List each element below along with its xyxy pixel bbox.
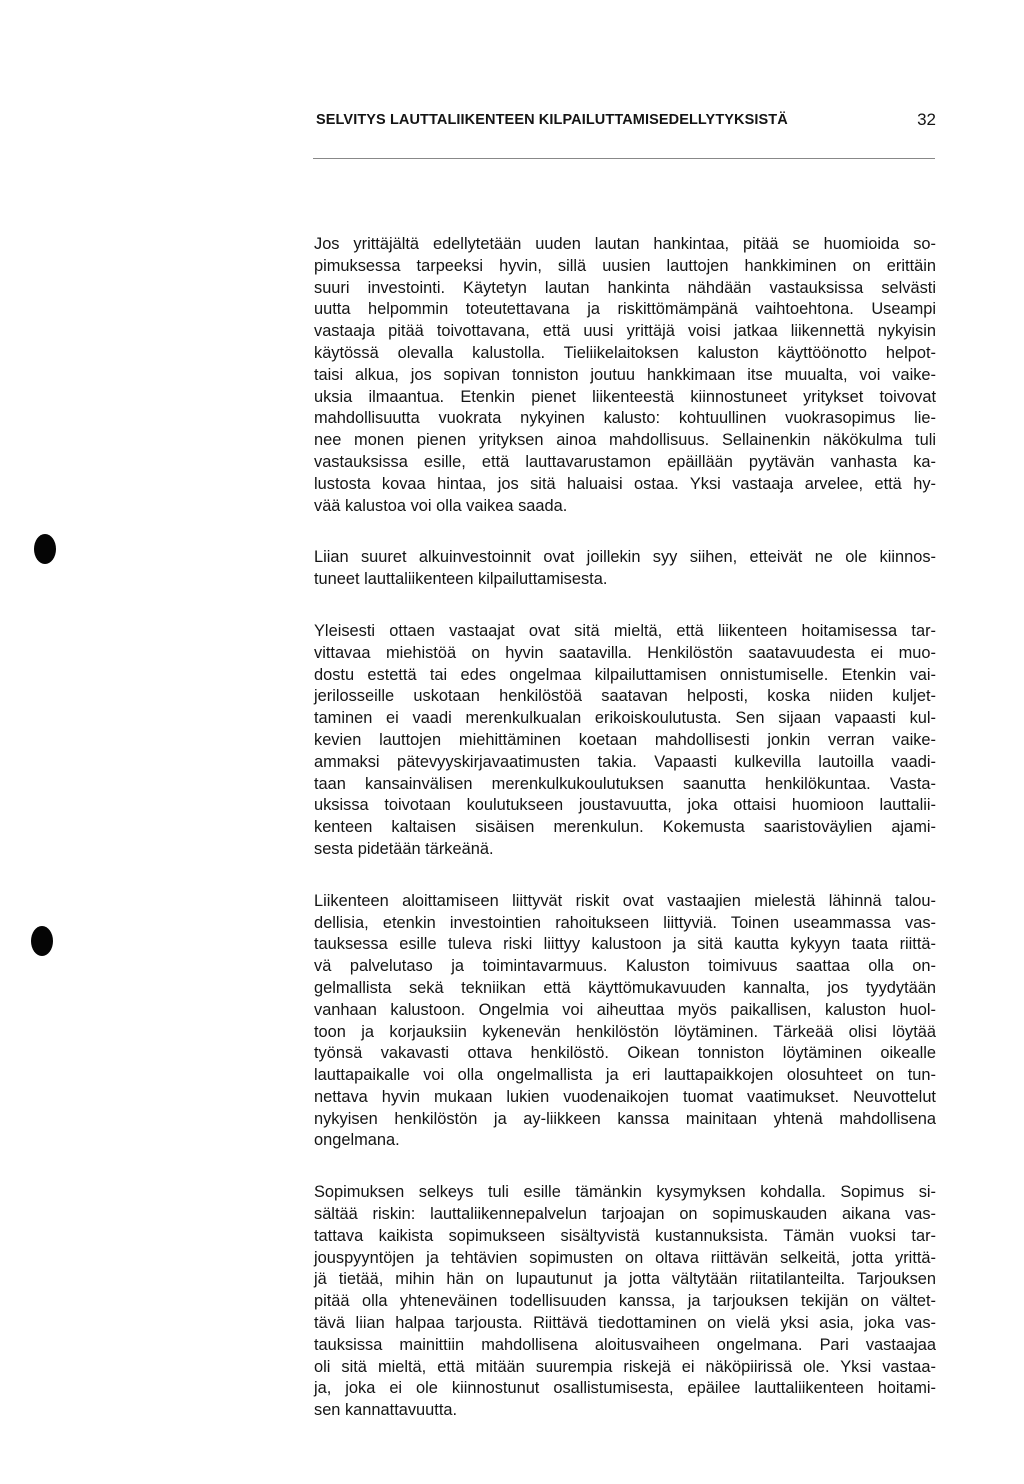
text-line: vastauksissa esille, että lauttavarustamon epäillään pyytävän vanhasta ka- — [314, 452, 936, 471]
text-line: suuri investointi. Käytetyn lautan hankinta nähdään vastauksissa selvästi — [314, 278, 936, 297]
text-line: Liian suuret alkuinvestoinnit ovat joillekin syy siihen, etteivät ne ole kiinnos- — [314, 548, 936, 567]
text-line: Jos yrittäjältä edellytetään uuden lautan hankintaa, pitää se huomioida so- — [314, 235, 936, 253]
paragraph — [314, 891, 936, 1153]
text-line: lauttapaikalle voi olla ongelmallista ja eri lauttapaikkojen olosuhteet on tun- — [314, 1066, 936, 1085]
text-line: pimuksessa tarpeeksi hyvin, sillä uusien lauttojen hankkiminen on erittäin — [314, 256, 936, 275]
header-rule — [313, 158, 935, 159]
text-line: tävä liian halpaa tarjousta. Riittävä tiedottaminen on vielä yksi asia, joka vas- — [314, 1314, 936, 1333]
text-line: tattava kaikista sopimukseen sisältyvistä kustannuksista. Tämän vuoksi tar- — [314, 1226, 936, 1245]
text-line: kevien lauttojen miehittäminen koetaan mahdollisesti jonkin verran vaike- — [314, 730, 936, 749]
text-line: taisi alkua, jos sopivan tonniston joutuu hankkimaan itse muualta, voi vaike- — [314, 365, 936, 384]
text-line: Sopimuksen selkeys tuli esille tämänkin kysymyksen kohdalla. Sopimus si- — [314, 1183, 936, 1202]
text-line: oli sitä mieltä, että mitään suurempia riskejä ei näköpiirissä ole. Yksi vastaa- — [314, 1357, 936, 1376]
text-line: vanhaan kalustoon. Ongelmia voi aiheuttaa myös paikallisen, kaluston huol- — [314, 1000, 936, 1019]
text-line: vää kalustoa voi olla vaikea saada. — [314, 496, 568, 515]
document-title: SELVITYS LAUTTALIIKENTEEN KILPAILUTTAMISEDELLYTYKSISTÄ — [316, 112, 788, 128]
text-line: kenteen kaltaisen sisäisen merenkulun. Kokemusta saaristoväylien ajami- — [314, 818, 936, 837]
paragraph — [314, 547, 936, 591]
text-line: lustosta kovaa hintaa, jos sitä haluaisi ostaa. Yksi vastaaja arvelee, että hy- — [314, 474, 936, 493]
page-header — [316, 106, 936, 136]
text-line: uksia ilmaantua. Etenkin pienet liikenteestä kiinnostuneet yritykset toivovat — [314, 387, 936, 406]
text-line: gelmallista sekä tekniikan että käyttömukavuuden kannalta, jos tyydytään — [314, 978, 936, 997]
text-line: työnsä vakavasti ottava henkilöstö. Oikean tonniston löytäminen oikealle — [314, 1044, 936, 1063]
text-line: vastaaja pitää toivottavana, että uusi yrittäjä voisi jatkaa liikennettä nykyisin — [314, 322, 936, 341]
text-line: sen kannattavuutta. — [314, 1401, 458, 1420]
text-line: nykyisen henkilöstön ja ay-liikkeen kanssa mainitaan yhtenä mahdollisena — [314, 1109, 936, 1128]
text-line: dostu estettä tai edes ongelmaa kilpailuttamisen onnistumiselle. Etenkin vai- — [314, 665, 936, 684]
text-line: tauksissa mainittiin mahdollisena aloitusvaiheen ongelmana. Pari vastaajaa — [314, 1335, 936, 1354]
text-line: pitää olla yhteneväinen todellisuuden kanssa, ja tarjouksen tekijän on vältet- — [314, 1292, 936, 1311]
page-number: 32 — [917, 110, 936, 129]
paragraph — [314, 621, 936, 861]
paragraph — [314, 234, 936, 517]
text-line: taminen ei vaadi merenkulkualan erikoiskoulutusta. Sen sijaan vapaasti kul- — [314, 709, 936, 728]
paragraph — [314, 1182, 936, 1422]
text-line: jerilosseille uskotaan henkilöstöä saatavan helposti, koska niiden kuljet- — [314, 687, 936, 706]
text-line: mahdollisuutta vuokrata nykyinen kalusto: kohtuullinen vuokrasopimus lie- — [314, 409, 936, 428]
text-line: sesta pidetään tärkeänä. — [314, 839, 494, 858]
text-line: dellisia, etenkin investointien rahoitukseen liittyviä. Toinen useammassa vas- — [314, 913, 936, 932]
text-line: toon ja korjauksiin kykenevän henkilöstön löytäminen. Tärkeää olisi löytää — [314, 1022, 936, 1041]
text-line: nee monen pienen yrityksen ainoa mahdollisuus. Sellainenkin näkökulma tuli — [314, 431, 936, 450]
text-line: ongelmana. — [314, 1131, 400, 1150]
text-line: nettava hyvin mukaan lukien vuodenaikojen tuomat vaatimukset. Neuvottelut — [314, 1087, 936, 1106]
text-line: Liikenteen aloittamiseen liittyvät riskit ovat vastaajien mielestä lähinnä talou- — [314, 891, 936, 910]
text-line: vittavaa miehistöä on hyvin saatavilla. Henkilöstön saatavuudesta ei muo- — [314, 643, 936, 662]
punch-hole-mark — [31, 926, 53, 956]
text-line: Yleisesti ottaen vastaajat ovat sitä mieltä, että liikenteen hoitamisessa tar- — [314, 621, 936, 640]
text-line: vä palvelutaso ja toimintavarmuus. Kaluston toimivuus saattaa olla on- — [314, 957, 936, 976]
text-line: tuneet lauttaliikenteen kilpailuttamisesta. — [314, 570, 608, 589]
punch-hole-mark — [34, 534, 56, 564]
text-line: ammaksi pätevyyskirjavaatimusten takia. Vapaasti kulkevilla lautoilla vaadi- — [314, 752, 936, 771]
text-line: tauksessa esille tuleva riski liittyy kalustoon ja sitä kautta kykyyn taata riittä- — [314, 935, 936, 954]
text-line: jouspyyntöjen ja tehtävien sopimusten on oltava riittävän selkeitä, jotta yrittä- — [314, 1248, 936, 1267]
text-line: uksissa toivotaan koulutukseen joustavuutta, joka ottaisi huomioon lauttalii- — [314, 796, 936, 815]
text-line: sältää riskin: lauttaliikennepalvelun tarjoajan on sopimuskauden aikana vas- — [314, 1205, 936, 1224]
text-line: käytössä olevalla kalustolla. Tieliikelaitoksen kaluston käyttöönotto helpot- — [314, 343, 936, 362]
text-line: ja, joka ei ole kiinnostunut osallistumisesta, epäilee lauttaliikenteen hoitami- — [314, 1379, 936, 1398]
text-line: uutta helpommin toteutettavana ja riskittömämpänä vaihtoehtona. Useampi — [314, 300, 936, 319]
body-text — [314, 234, 936, 1452]
text-line: taan kansainvälisen merenkulkukoulutuksen saanutta henkilökuntaa. Vasta- — [314, 774, 936, 793]
text-line: jä tietää, mihin hän on lupautunut ja jotta vältytään riitatilanteilta. Tarjouksen — [314, 1270, 936, 1289]
